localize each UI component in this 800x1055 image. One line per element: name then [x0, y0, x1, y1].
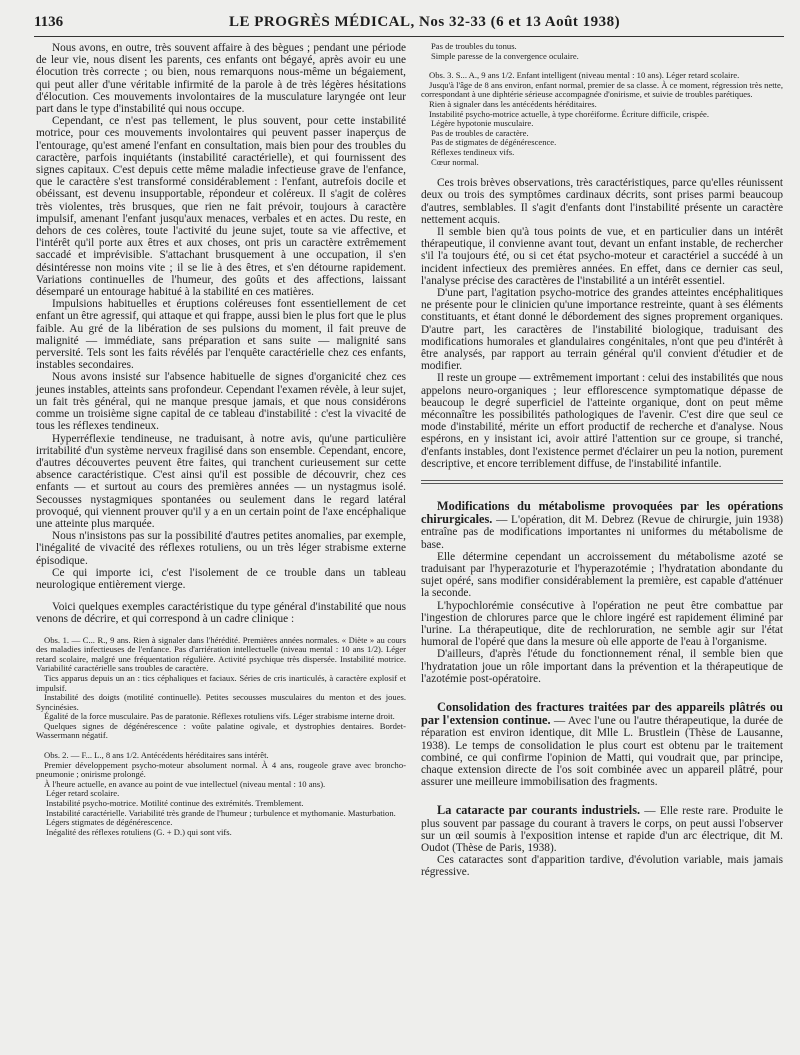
- obs-line: Cœur normal.: [431, 156, 479, 167]
- article-heading: Consolidation des fractures traitées par des appareils plâtrés ou par l'extension continue.: [421, 700, 783, 728]
- observation-2-end: [421, 42, 783, 61]
- obs-line: Réflexes tendineux vifs.: [431, 146, 515, 157]
- article-text: — Avec l'une ou l'autre thérapeutique, la durée de réparation est environ identique, dit Mlle L. Brustlein (Thèse de Lausanne, 1938). Le temps de consolidation le plus court est obtenu par le traitement combiné, ce qui confirme l'opinion de Matti, qui voudrait que, par principe, chaque extension directe de l'os soit combinée avec un appareil plâtré, pour assurer une meilleure immobilisation des fragments.: [421, 715, 784, 789]
- paragraph: L'hypochlorémie consécutive à l'opération ne peut être combattue par l'ingestion de chlorures parce que le chlore ingéré est rapidement éliminé par l'urine. La thérapeutique, dite de rechloruration, ne semble agir sur l'état humoral de l'opéré que dans la mesure où elle apporte de l'eau à l'organisme.: [421, 599, 783, 649]
- right-column: [421, 42, 783, 879]
- obs-line: Rien à signaler dans les antécédents héréditaires.: [429, 98, 597, 109]
- paragraph: D'ailleurs, d'après l'étude du fonctionnement rénal, il semble bien que l'hydratation joue un rôle important dans la prévention et la thérapeutique de l'azotémie post-opératoire.: [421, 648, 783, 685]
- obs-line: À l'heure actuelle, en avance au point de vue intellectuel (niveau mental : 10 ans).: [44, 778, 326, 789]
- obs-line: Instabilité psycho-motrice. Motilité continue des extrémités. Tremblement.: [46, 798, 304, 809]
- page-number: 1136: [34, 14, 64, 30]
- obs-line: Pas de troubles du tonus.: [431, 41, 517, 51]
- article-text: — Elle reste rare. Produite le plus souvent par passage du courant à travers le corps, on peut aussi l'observer sur un œil soumis à l'exposition intense et rapide d'un arc électrique, dit M. Oudot (Thèse de Paris, 1938).: [421, 805, 783, 855]
- obs-line: Obs. 2. — F... L., 8 ans 1/2. Antécédents héréditaires sans intérêt.: [44, 750, 269, 761]
- obs-line: Léger retard scolaire.: [46, 788, 120, 799]
- running-header: [34, 14, 784, 34]
- paragraph: Cependant, ce n'est pas tellement, le plus souvent, pour cette instabilité motrice, pour ces mouvements involontaires qui peuvent passer inaperçus de l'entourage, qu'est amené l'enfant en consultation, mais bien pour des troubles du caractère, parfois inquiétants (instabilité caractérielle), et qui fournissent des signes capitaux. C'est depuis cette même maladie infectieuse grave de l'enfance, que le caractère s'est transformé considérablement : l'enfant, autrefois docile et obéissant, est devenu insupportable, répondeur et coléreux. Il s'agit de colères très violentes, très brusques, que rien ne fait prévoir, toujours à caractère impulsif, amenant l'enfant jusqu'aux menaces, verbales et en actes. Du reste, en dehors de ces colères, toute l'activité du jeune sujet, toute sa vie affective, et l'intérêt qu'il porte aux êtres et aux choses, ont pris un caractère extrêmement saccadé et imprévisible. S'attachant brusquement à une occupation, il s'en désintéresse non moins vite ; il se lie à des êtres, et s'en détourne rapidement. Variations continuelles de l'humeur, des goûts et des affections, laissant désemparé un entourage habitué à la stabilité en ces matières.: [36, 115, 406, 299]
- observation-3: [421, 71, 783, 167]
- obs-line: Quelques signes de dégénérescence : voûte palatine ogivale, et dystrophies dentaires. Bordet-Wassermann négatif.: [36, 720, 406, 741]
- paragraph: Ces trois brèves observations, très caractéristiques, parce qu'elles réunissent deux ou trois des symptômes cardinaux décrits, sont prises parmi beaucoup d'autres, semblables. Il s'agit d'enfants dont l'instabilité présente un caractère nettement acquis.: [421, 177, 783, 226]
- paragraph: Il semble bien qu'à tous points de vue, et en particulier dans un intérêt thérapeutique, il convienne avant tout, devant un enfant instable, de rechercher s'il l'a toujours été, ou si cet état psycho-moteur et caractériel a succédé à un incident infectieux des premières années. En effet, dans ce dernier cas seul, l'analyse précise des caractères de l'instabilité a un intérêt essentiel.: [421, 225, 783, 287]
- observation-2: [36, 751, 406, 837]
- obs-line: Égalité de la force musculaire. Pas de paratonie. Réflexes rotuliens vifs. Léger strabisme interne droit.: [44, 711, 395, 722]
- paragraph: Voici quelques exemples caractéristique du type général d'instabilité que nous venons de décrire, et qui correspond à un cadre clinique :: [36, 601, 406, 626]
- article-debrez: [421, 500, 783, 551]
- obs-line: Instabilité psycho-motrice actuelle, à type choréiforme. Écriture difficile, crispée.: [429, 108, 709, 119]
- observation-1: [36, 636, 406, 742]
- article-heading: Modifications du métabolisme provoquées par les opérations chirurgicales.: [421, 499, 783, 527]
- obs-line: Légère hypotonie musculaire.: [431, 118, 534, 129]
- paragraph: D'une part, l'agitation psycho-motrice des grandes atteintes encéphalitiques ne présente pour le clinicien qu'une importance restreinte, quant à ses éléments constituants, et étant donné le débordement des signes proprement organiques. D'autre part, les caractères de l'instabilité biologique, traduisant des modifications humorales et glandulaires congénitales, n'ont que peu d'intérêt à être analysés, par rapport au terrain général qu'il convient d'étudier et de modifier.: [421, 286, 783, 373]
- paragraph: Il reste un groupe — extrêmement important : celui des instabilités que nous appelons neuro-organiques ; leur efflorescence symptomatique dépasse de beaucoup le degré superficiel de l'atteinte organique, dont on peut même méconnaître les possibilités pathologiques de l'avenir. C'est dire que seul ce mode d'instabilité, mérite un effort productif de recherche et d'analyse. Nous espérons, en y insistant ici, avoir attiré l'attention sur ce groupe, si tranché, d'enfants instables, dont l'existence permet d'éclairer un peu la notion, purement descriptive, et encore terriblement diffuse, de l'instabilité infantile.: [421, 372, 783, 470]
- obs-line: Instabilité des doigts (motilité continuelle). Petites secousses musculaires du menton et des joues. Syncinésies.: [36, 692, 406, 712]
- paragraph: Nous avons, en outre, très souvent affaire à des bègues ; pendant une période de leur vie, nous disent les parents, ces enfants ont bégayé, après avoir eu une élocution très correcte ; ou bien, nous remarquons nous-même un bégaiement, qui peut aller d'une véritable infirmité de la parole à de très légères hésitations d'élocution. Ces mouvements involontaires de la musculature laryngée ont leur part dans le type d'instabilité qui nous occupe.: [36, 42, 406, 116]
- article-brustlein: [421, 701, 783, 788]
- obs-line: Obs. 1. — C... R., 9 ans. Rien à signaler dans l'hérédité. Premières années normales. « Diète » au cours des maladies infectieuses de l'enfance. Pas d'arriération intellectuelle (niveau mental : 10 ans 1/2). Léger retard scolaire, malgré une fréquentation régulière. Activité psychique très dispersée. Instabilité motrice. Variabilité caractérielle sans troubles de caractère.: [36, 634, 406, 674]
- obs-line: Tics apparus depuis un an : tics céphaliques et faciaux. Séries de cris inarticulés, à caractère explosif et impulsif.: [36, 672, 406, 693]
- paragraph: Nous avons insisté sur l'absence habituelle de signes d'organicité chez ces jeunes instables, atteints sans profondeur. Cependant l'examen révèle, à leur sujet, un fait très général, qui ne manque presque jamais, et que nous considérons comme un troisième signe capital de ce tableau d'instabilité : c'est la vivacité de tous les réflexes tendineux.: [36, 371, 406, 433]
- paragraph: Impulsions habituelles et éruptions coléreuses font essentiellement de cet enfant un être agressif, qui attaque et qui frappe, aussi bien le plus fort que le plus faible. Au gré de la libération de ses pulsions du moment, il fait preuve de malignité — immédiate, sans préparation et sans suite — malignité sans perversité. Tels sont les faits révélés par l'enquête caractérielle chez ces enfants, instables secondaires.: [36, 298, 406, 372]
- obs-line: Pas de stigmates de dégénérescence.: [431, 137, 557, 148]
- left-column: [36, 42, 406, 837]
- paragraph: Ce qui importe ici, c'est l'isolement de ce trouble dans un tableau neurologique entièrement vierge.: [36, 566, 406, 591]
- obs-line: Inégalité des réflexes rotuliens (G. + D.) qui sont vifs.: [46, 826, 232, 837]
- obs-line: Instabilité caractérielle. Variabilité très grande de l'humeur ; turbulence et mythomanie. Masturbation.: [46, 807, 396, 818]
- obs-line: Légers stigmates de dégénérescence.: [46, 817, 173, 828]
- article-heading: La cataracte par courants industriels.: [437, 803, 641, 818]
- obs-line: Obs. 3. S... A., 9 ans 1/2. Enfant intelligent (niveau mental : 10 ans). Léger retard scolaire.: [429, 70, 740, 81]
- obs-line: Pas de troubles de caractère.: [431, 127, 529, 138]
- paragraph: Ces cataractes sont d'apparition tardive, d'évolution variable, mais jamais régressive.: [421, 854, 783, 879]
- paragraph: Hyperréflexie tendineuse, ne traduisant, à notre avis, qu'une particulière irritabilité d'un système nerveux fragilisé dans son ensemble. Cependant, encore, d'autres découvertes peuvent être faites, qui tranchent curieusement sur cette absence caractéristique. C'est ainsi qu'il est possible de découvrir, chez ces enfants — et surtout au cours des premières années — un nystagmus isolé. Secousses nystagmiques spontanées ou seulement dans le regard latéral provoqué, qui viennent prouver qu'il y a en un certain point de l'axe encéphalique une atteinte plus marquée.: [36, 432, 406, 530]
- paragraph: Nous n'insistons pas sur la possibilité d'autres petites anomalies, par exemple, l'inégalité de vivacité des réflexes rotuliens, ou un très léger strabisme externe épisodique.: [36, 530, 406, 567]
- article-text: — L'opération, dit M. Debrez (Revue de chirurgie, juin 1938) entraîne pas de modifications importantes ni uniformes du métabolisme de base.: [421, 514, 783, 551]
- obs-line: Jusqu'à l'âge de 8 ans environ, enfant normal, premier de sa classe. À ce moment, régression très nette, correspondant à une diphtérie sérieuse accompagnée d'onirisme, et suivie de troubles parétiques.: [421, 79, 783, 100]
- journal-title: LE PROGRÈS MÉDICAL, Nos 32-33 (6 et 13 Août 1938): [229, 14, 621, 30]
- obs-line: Premier développement psycho-moteur absolument normal. À 4 ans, rougeole grave avec broncho-pneumonie ; onirisme prolongé.: [36, 759, 406, 780]
- header-rule: [34, 36, 784, 37]
- article-oudot: [421, 804, 783, 854]
- obs-line: Simple paresse de la convergence oculaire.: [431, 50, 579, 61]
- paragraph: Elle détermine cependant un accroissement du métabolisme azoté se traduisant par l'hyperazoturie et l'hyperazotémie ; l'hydratation abondante du sujet opéré, sans modifier considérablement la première, est capable d'atténuer la seconde.: [421, 550, 783, 600]
